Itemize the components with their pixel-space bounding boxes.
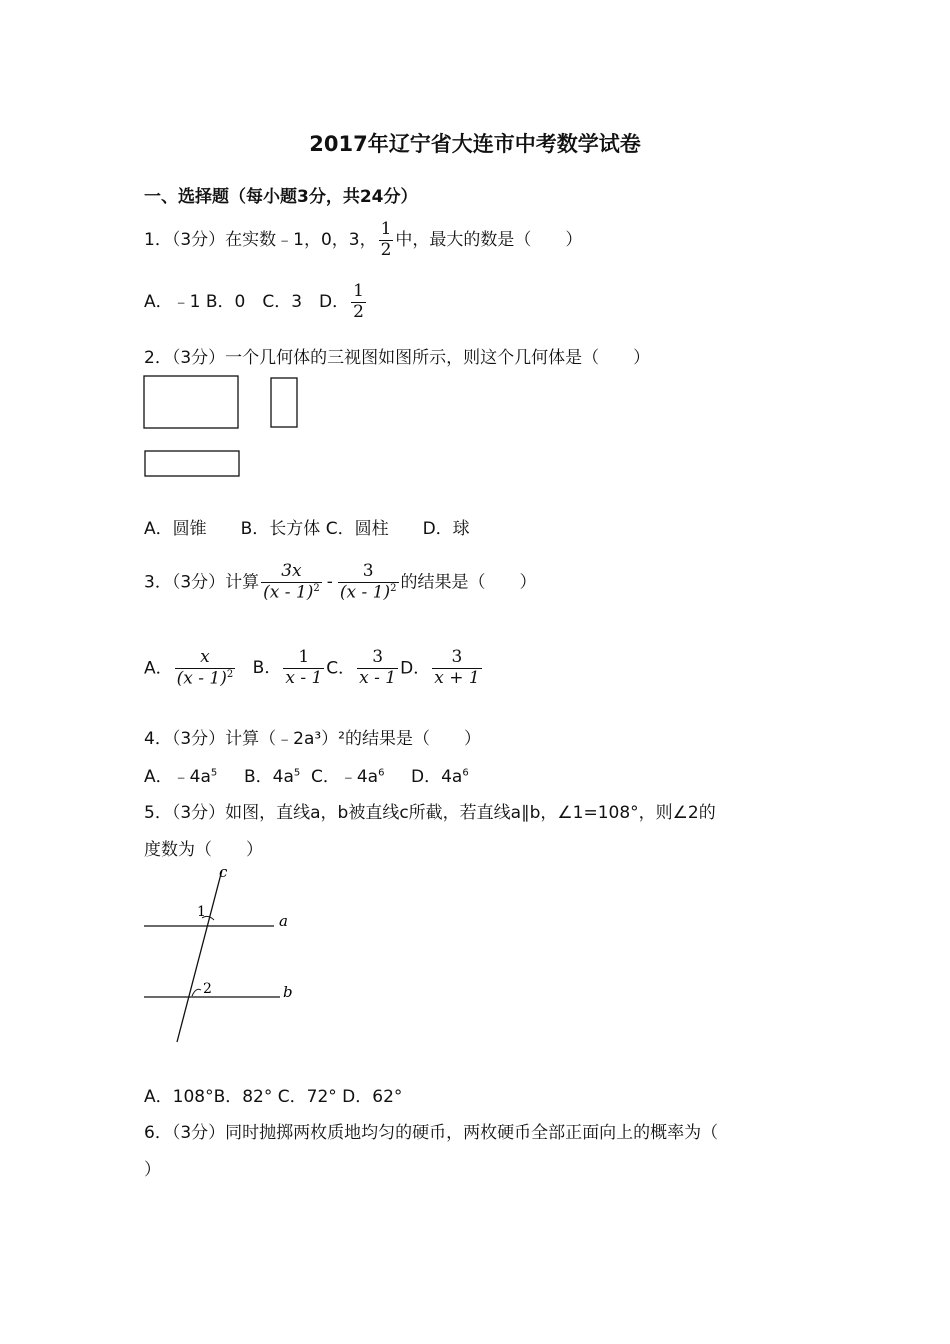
q1-option-d-fraction: $\frac{1}{2}$ [353, 281, 364, 322]
top-view-rect [145, 451, 239, 476]
q1-options [144, 282, 368, 322]
question-2: 2．（3分）一个几何体的三视图如图所示，则这个几何体是（ ） [144, 348, 651, 368]
q2-options: A．圆锥 B．长方体 C．圆柱 D．球 [144, 519, 470, 539]
q3-fraction-1: $\frac{3x}{(x - 1)^2}$ [263, 561, 320, 603]
label-angle-2: 2 [203, 981, 212, 997]
angle-2-arc [192, 989, 201, 996]
front-view-rect [144, 376, 238, 428]
question-4: 4．（3分）计算（﹣2a³）²的结果是（ ） [144, 729, 481, 749]
q4-options: A．$﹣4a^5$ B．$4a^5$ C．$﹣4a^6$ D．$4a^6$ [144, 767, 469, 787]
q3-option-d: $\frac{3}{x + 1}$ [434, 647, 480, 688]
q3-option-b: $\frac{1}{x - 1}$ [285, 647, 323, 688]
q1-stem-before: 1．（3分）在实数﹣1，0，3， [144, 230, 377, 251]
page-title: 2017年辽宁省大连市中考数学试卷 [309, 132, 641, 156]
label-angle-1: 1 [197, 904, 206, 920]
q3-option-a: $\frac{x}{(x - 1)^2}$ [176, 647, 234, 689]
parallel-lines-figure [140, 862, 310, 1047]
question-3: 3．（3分）计算 $\frac{3x}{(x - 1)^2}$ - $\frac{3}{(x - 1)^2}$ 的结果是（ ） [144, 561, 537, 603]
three-view-figure [140, 372, 310, 482]
question-6-line-1: 6．（3分）同时抛掷两枚质地均匀的硬币，两枚硬币全部正面向上的概率为（ [144, 1123, 719, 1143]
question-5-line-1: 5．（3分）如图，直线a，b被直线c所截，若直线a∥b，∠1=108°，则∠2的 [144, 803, 716, 823]
question-6-line-2: ） [144, 1160, 161, 1180]
line-c [177, 870, 222, 1042]
q3-option-c: $\frac{3}{x - 1}$ [359, 647, 397, 688]
q1-fraction: $\frac{1}{2}$ [380, 219, 392, 260]
q3-options: A． $\frac{x}{(x - 1)^2}$ B． $\frac{1}{x - 1}$ C． $\frac{3}{x - 1}$ D． $\frac{3}{x + 1}$ [144, 647, 480, 689]
q5-options: A．108°B．82° C．72° D．62° [144, 1087, 403, 1107]
question-1 [144, 220, 582, 260]
section-heading: 一、选择题（每小题3分，共24分） [144, 187, 418, 207]
q1-options-text: A．﹣1 B．0 C．3 D． [144, 292, 350, 313]
q3-fraction-2: $\frac{3}{(x - 1)^2}$ [339, 561, 397, 603]
question-5-line-2: 度数为（ ） [144, 840, 263, 860]
label-a: a [279, 912, 288, 930]
side-view-rect [271, 378, 297, 427]
label-b: b [283, 983, 293, 1001]
label-c: c [219, 863, 228, 881]
q1-stem-after: 中，最大的数是（ ） [395, 230, 583, 251]
